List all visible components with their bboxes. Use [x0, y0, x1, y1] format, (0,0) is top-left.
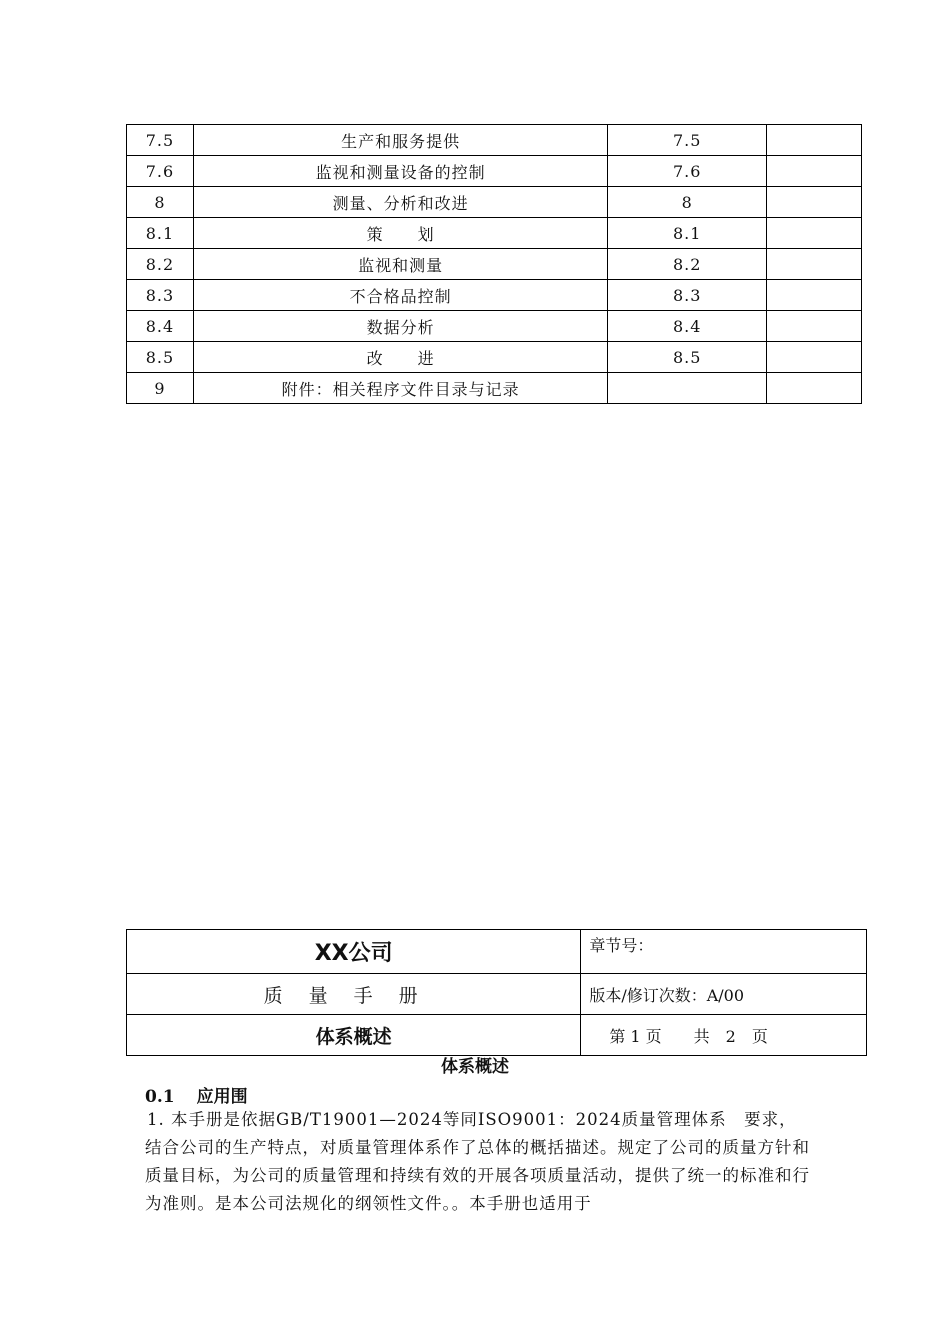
toc-cell-ref: 8 — [608, 187, 767, 218]
toc-row — [127, 342, 862, 373]
subsection-heading — [145, 1082, 248, 1107]
toc-cell-ref: 8.5 — [608, 342, 767, 373]
toc-cell-ref — [608, 373, 767, 404]
toc-row — [127, 280, 862, 311]
toc-cell-ref: 8.1 — [608, 218, 767, 249]
toc-cell-ref: 7.6 — [608, 156, 767, 187]
header-row-manual — [127, 974, 867, 1015]
subsection-title: 应用围 — [196, 1087, 248, 1107]
toc-cell-note — [767, 125, 862, 156]
toc-cell-num: 8.3 — [127, 280, 194, 311]
toc-cell-title: 监视和测量 — [193, 249, 607, 280]
toc-cell-num: 9 — [127, 373, 194, 404]
toc-row — [127, 373, 862, 404]
toc-cell-num: 7.6 — [127, 156, 194, 187]
toc-cell-title: 不合格品控制 — [193, 280, 607, 311]
toc-cell-num: 8.4 — [127, 311, 194, 342]
toc-row — [127, 249, 862, 280]
chapter-number-label: 章节号： — [581, 930, 867, 974]
page-info: 第 1 页 共 2 页 — [581, 1015, 867, 1056]
toc-cell-num: 8.1 — [127, 218, 194, 249]
toc-cell-ref: 8.2 — [608, 249, 767, 280]
body-paragraph: 1. 本手册是依据GB/T19001—2024等同ISO9001：2024质量管理体系 要求，结合公司的生产特点，对质量管理体系作了总体的概括描述。规定了公司的质量方针和质量目标，为公司的质量管理和持续有效的开展各项质量活动，提供了统一的标准和行为准则。是本公司法规化的纲领性文件。。本手册也适用于 — [145, 1110, 810, 1213]
header-overview-title: 体系概述 — [127, 1015, 581, 1056]
toc-cell-note — [767, 218, 862, 249]
section-title: 体系概述 — [441, 1057, 509, 1077]
toc-cell-num: 7.5 — [127, 125, 194, 156]
company-name: XX公司 — [127, 930, 581, 974]
toc-cell-note — [767, 373, 862, 404]
toc-cell-title: 测量、分析和改进 — [193, 187, 607, 218]
toc-body — [127, 125, 862, 404]
version-info: 版本/修订次数：A/00 — [581, 974, 867, 1015]
toc-cell-note — [767, 311, 862, 342]
toc-cell-ref: 7.5 — [608, 125, 767, 156]
toc-table — [126, 124, 862, 404]
toc-row — [127, 187, 862, 218]
toc-cell-title: 改 进 — [193, 342, 607, 373]
header-row-overview — [127, 1015, 867, 1056]
toc-cell-note — [767, 187, 862, 218]
toc-row — [127, 311, 862, 342]
toc-row — [127, 218, 862, 249]
manual-header-table — [126, 929, 867, 1056]
toc-cell-title: 附件：相关程序文件目录与记录 — [193, 373, 607, 404]
subsection-number: 0.1 — [145, 1087, 175, 1107]
toc-cell-ref: 8.3 — [608, 280, 767, 311]
toc-cell-title: 策 划 — [193, 218, 607, 249]
toc-row — [127, 156, 862, 187]
toc-cell-note — [767, 249, 862, 280]
toc-cell-title: 监视和测量设备的控制 — [193, 156, 607, 187]
toc-cell-note — [767, 156, 862, 187]
toc-cell-title: 数据分析 — [193, 311, 607, 342]
toc-cell-num: 8.2 — [127, 249, 194, 280]
manual-title: 质量手册 — [127, 974, 581, 1015]
toc-cell-ref: 8.4 — [608, 311, 767, 342]
toc-cell-num: 8 — [127, 187, 194, 218]
header-row-company — [127, 930, 867, 974]
toc-cell-num: 8.5 — [127, 342, 194, 373]
toc-cell-note — [767, 280, 862, 311]
toc-cell-title: 生产和服务提供 — [193, 125, 607, 156]
toc-row — [127, 125, 862, 156]
toc-cell-note — [767, 342, 862, 373]
